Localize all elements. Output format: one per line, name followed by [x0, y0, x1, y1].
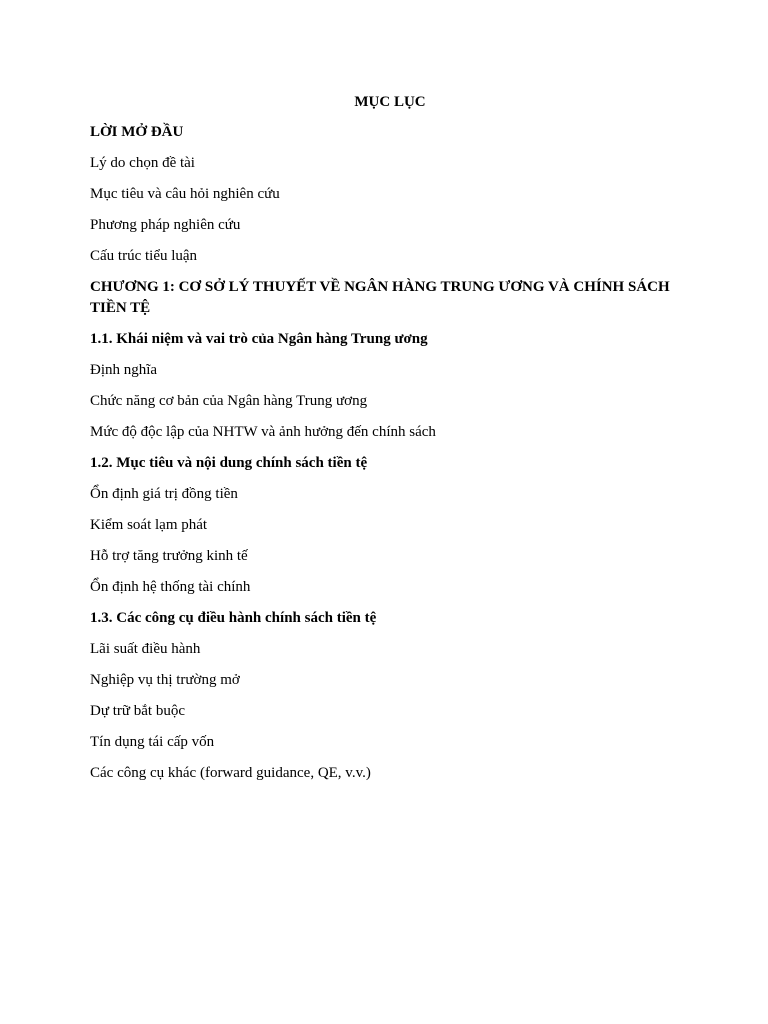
toc-item: Ổn định giá trị đồng tiền	[90, 486, 238, 502]
toc-item: Nghiệp vụ thị trường mở	[90, 672, 240, 688]
toc-title: MỤC LỤC	[354, 94, 426, 110]
toc-heading: LỜI MỞ ĐẦU	[90, 124, 184, 140]
toc-item: Dự trữ bắt buộc	[90, 703, 185, 719]
table-of-contents	[90, 92, 690, 794]
toc-heading: CHƯƠNG 1: CƠ SỞ LÝ THUYẾT VỀ NGÂN HÀNG TRUNG ƯƠNG VÀ CHÍNH SÁCH TIỀN TỆ	[90, 279, 670, 316]
toc-heading: 1.2. Mục tiêu và nội dung chính sách tiền tệ	[90, 455, 368, 471]
toc-item: Tín dụng tái cấp vốn	[90, 734, 215, 750]
toc-heading: 1.1. Khái niệm và vai trò của Ngân hàng Trung ương	[90, 331, 428, 347]
toc-item: Lý do chọn đề tài	[90, 155, 195, 171]
toc-item: Kiểm soát lạm phát	[90, 517, 208, 533]
toc-heading: 1.3. Các công cụ điều hành chính sách tiền tệ	[90, 610, 377, 626]
toc-item: Ổn định hệ thống tài chính	[90, 579, 251, 595]
toc-item: Chức năng cơ bản của Ngân hàng Trung ương	[90, 393, 368, 409]
toc-item: Mục tiêu và câu hỏi nghiên cứu	[90, 186, 280, 202]
toc-item: Lãi suất điều hành	[90, 641, 201, 657]
toc-item: Định nghĩa	[90, 362, 158, 378]
toc-item: Hỗ trợ tăng trưởng kinh tế	[90, 548, 248, 564]
toc-item: Cấu trúc tiểu luận	[90, 248, 198, 264]
toc-item: Phương pháp nghiên cứu	[90, 217, 241, 233]
toc-item: Các công cụ khác (forward guidance, QE, v.v.)	[90, 765, 371, 781]
toc-entries	[90, 122, 690, 784]
toc-item: Mức độ độc lập của NHTW và ảnh hưởng đến chính sách	[90, 424, 436, 440]
